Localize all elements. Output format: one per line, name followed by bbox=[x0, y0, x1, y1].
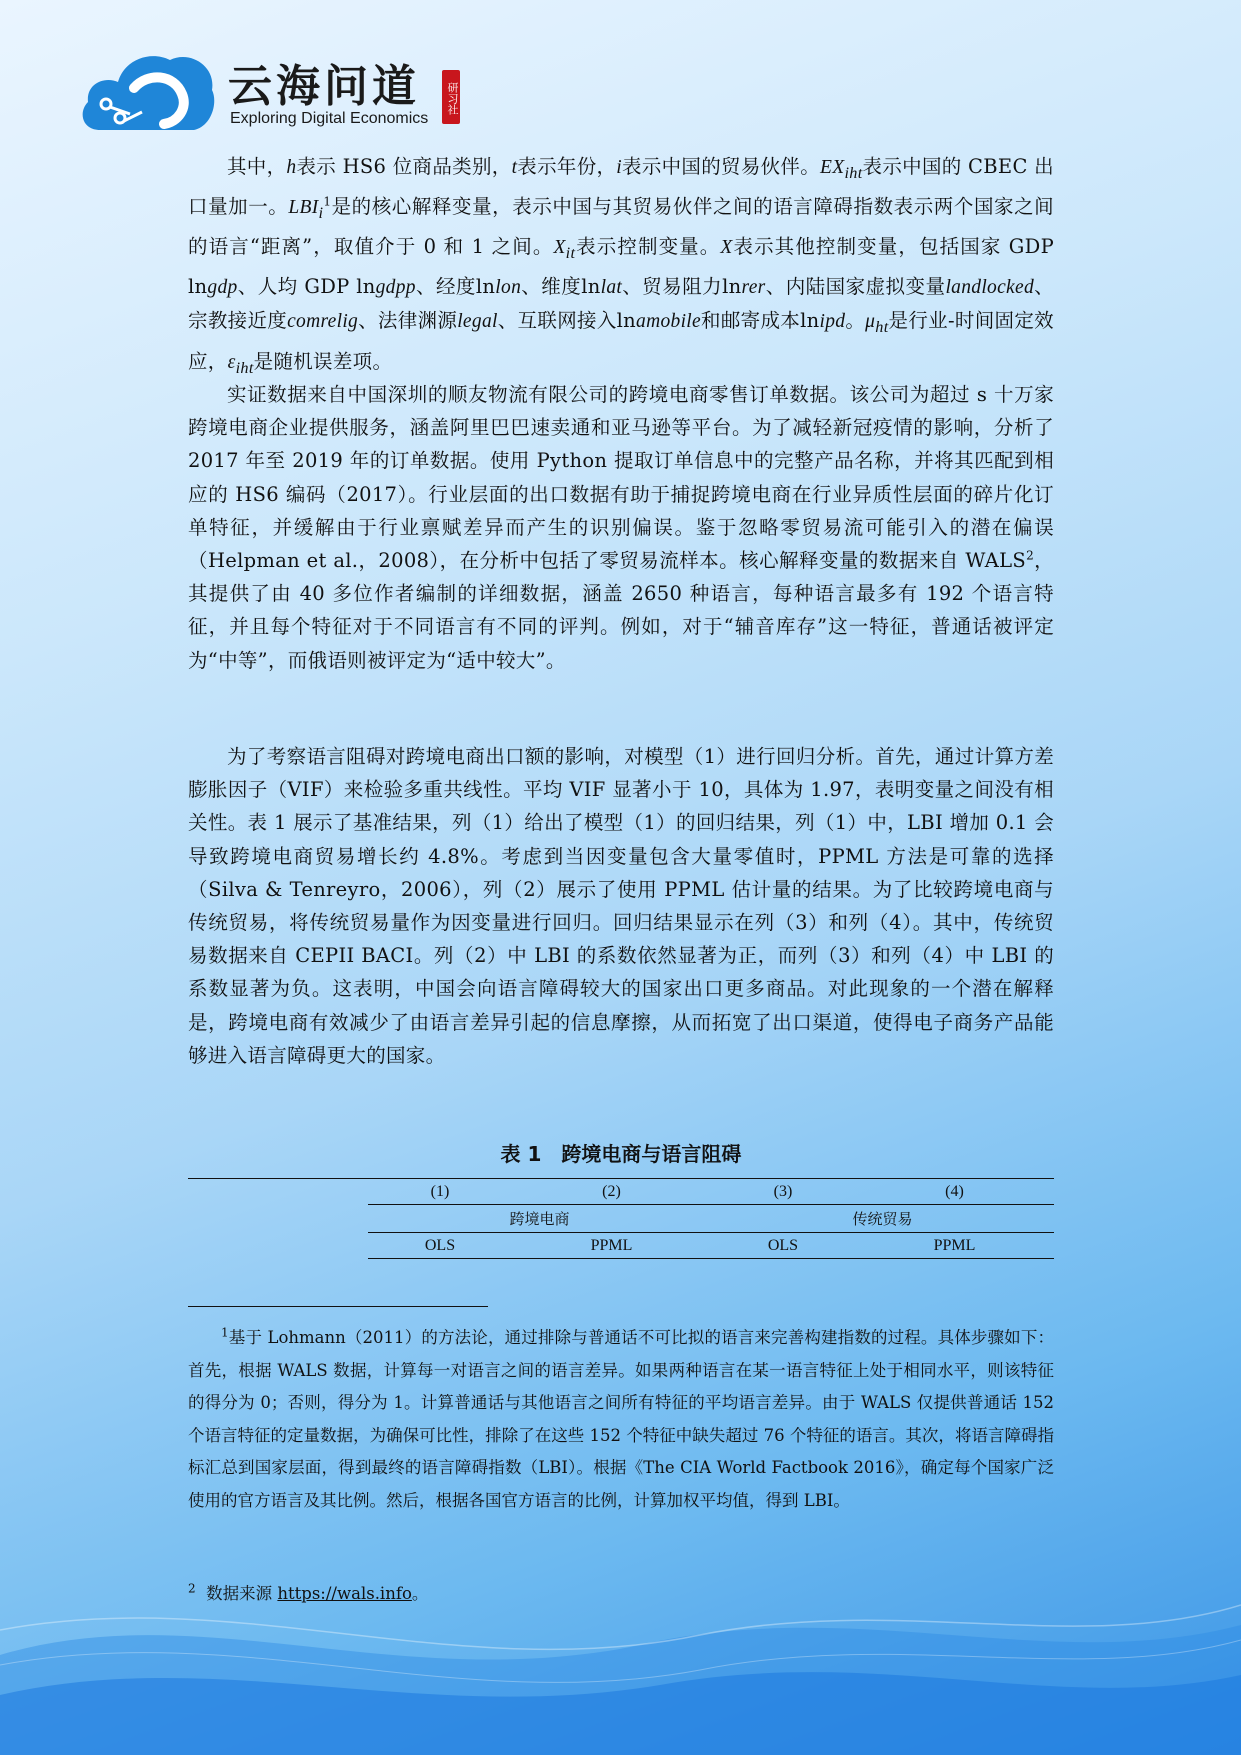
column-header: (4) bbox=[855, 1179, 1054, 1205]
paragraph-regression-results: 为了考察语言阻碍对跨境电商出口额的影响，对模型（1）进行回归分析。首先，通过计算方差膨胀因子（VIF）来检验多重共线性。平均 VIF 显著小于 10，具体为 1.97，表明变量之间没有相关性。表 1 展示了基准结果，列（1）给出了模型（1）的回归结果，列（1）中，LBI 增加 0.1 会导致跨境电商贸易增长约 4.8%。考虑到当因变量包含大量零值时，PPML 方法是可靠的选择（Silva & Tenreyro，2006），列（2）展示了使用 PPML 估计量的结果。为了比较跨境电商与传统贸易，将传统贸易量作为因变量进行回归。回归结果显示在列（3）和列（4）。其中，传统贸易数据来自 CEPII BACI。列（2）中 LBI 的系数依然显著为正，而列（3）和列（4）中 LBI 的系数显著为负。这表明，中国会向语言障碍较大的国家出口更多商品。对此现象的一个潜在解释是，跨境电商有效减少了由语言差异引起的信息摩擦，从而拓宽了出口渠道，使得电子商务产品能够进入语言障碍更大的国家。 bbox=[188, 745, 1054, 1067]
footnote-ref-2[interactable]: 2 bbox=[1026, 548, 1035, 563]
group-header: 跨境电商 bbox=[368, 1205, 711, 1233]
paragraph-model-definition: 其中，h表示 HS6 位商品类别，t表示年份，i表示中国的贸易伙伴。$EX_{iht}$表示中国的 CBEC 出口量加一。$LBI_i^1$是的核心解释变量，表示中国与其贸易伙伴之间的语言障碍指数表示两个国家之间的语言“距离”，取值介于 0 和 1 之间。$X_{it}$表示控制变量。X表示其他控制变量，包括国家 GDP lngdp、人均 GDP lngdpp、经度lnlon、维度lnlat、贸易阻力lnrer、内陆国家虚拟变量landlocked、宗教接近度comrelig、法律渊源legal、互联网接入lnamobile和邮寄成本lnipd。$\mu_{ht}$是行业-时间固定效应，$\varepsilon_{iht}$是随机误差项。 bbox=[188, 155, 1054, 377]
table-row bbox=[188, 1205, 1054, 1233]
logo-subtitle: Exploring Digital Economics bbox=[230, 110, 429, 127]
footnote-divider bbox=[188, 1306, 488, 1307]
body-text-3 bbox=[188, 740, 1054, 1072]
paragraph-data-source: 实证数据来自中国深圳的顺友物流有限公司的跨境电商零售订单数据。该公司为超过 s 十万家跨境电商企业提供服务，涵盖阿里巴巴速卖通和亚马逊等平台。为了减轻新冠疫情的影响，分析了 2017 年至 2019 年的订单数据。使用 Python 提取订单信息中的完整产品名称，并将其匹配到相应的 HS6 编码（2017）。行业层面的出口数据有助于捕捉跨境电商在行业异质性层面的碎片化订单特征，并缓解由于行业禀赋差异而产生的识别偏误。鉴于忽略零贸易流可能引入的潜在偏误（Helpman et al.，2008），在分析中包括了零贸易流样本。核心解释变量的数据来自 WALS$^2$，其提供了由 40 多位作者编制的详细数据，涵盖 2650 种语言，每种语言最多有 192 个语言特征，并且每个特征对于不同语言有不同的评判。例如，对于“辅音库存”这一特征，普通话被评定为“中等”，而俄语则被评定为“适中较大”。 bbox=[188, 383, 1054, 672]
column-header: (1) bbox=[368, 1179, 512, 1205]
body-text-2 bbox=[188, 378, 1054, 677]
footnote-2: $^2$ 数据来源 https://wals.info。 bbox=[188, 1581, 429, 1603]
seal-stamp: 研习社 bbox=[442, 70, 460, 124]
body-text-1 bbox=[188, 150, 1054, 385]
table-title: 表 1 跨境电商与语言阻碍 bbox=[500, 1142, 742, 1166]
cloud-logo-icon bbox=[78, 42, 218, 134]
footnote-1-text: 基于 Lohmann（2011）的方法论，通过排除与普通话不可比拟的语言来完善构建指数的过程。具体步骤如下：首先，根据 WALS 数据，计算每一对语言之间的语言差异。如果两种语言在某一语言特征上处于相同水平，则该特征的得分为 0；否则，得分为 1。计算普通话与其他语言之间所有特征的平均语言差异。由于 WALS 仅提供普通话 152 个语言特征的定量数据，为确保可比性，排除了在这些 152 个特征中缺失超过 76 个特征的语言。其次，将语言障碍指标汇总到国家层面，得到最终的语言障碍指数（LBI）。根据《The CIA World Factbook 2016》，确定每个国家广泛使用的官方语言及其比例。然后，根据各国官方语言的比例，计算加权平均值，得到 LBI。 bbox=[188, 1328, 1054, 1510]
regression-table bbox=[188, 1178, 1054, 1259]
table-row bbox=[188, 1233, 1054, 1259]
logo-title: 云海问道 bbox=[228, 61, 420, 112]
column-header: (3) bbox=[711, 1179, 855, 1205]
column-header: (2) bbox=[512, 1179, 711, 1205]
table-row bbox=[188, 1179, 1054, 1205]
logo bbox=[78, 42, 498, 137]
footnote-1 bbox=[188, 1322, 1054, 1517]
footnote-mark-2: 2 bbox=[188, 1581, 196, 1596]
method-label: OLS bbox=[368, 1233, 512, 1259]
method-label: PPML bbox=[855, 1233, 1054, 1259]
footnote-ref-1[interactable]: 1 bbox=[323, 194, 332, 209]
group-header: 传统贸易 bbox=[711, 1205, 1054, 1233]
method-label: PPML bbox=[512, 1233, 711, 1259]
wals-link[interactable]: https://wals.info bbox=[277, 1584, 412, 1603]
footnote-mark-1: 1 bbox=[221, 1325, 229, 1340]
background-waves bbox=[0, 1535, 1241, 1755]
method-label: OLS bbox=[711, 1233, 855, 1259]
